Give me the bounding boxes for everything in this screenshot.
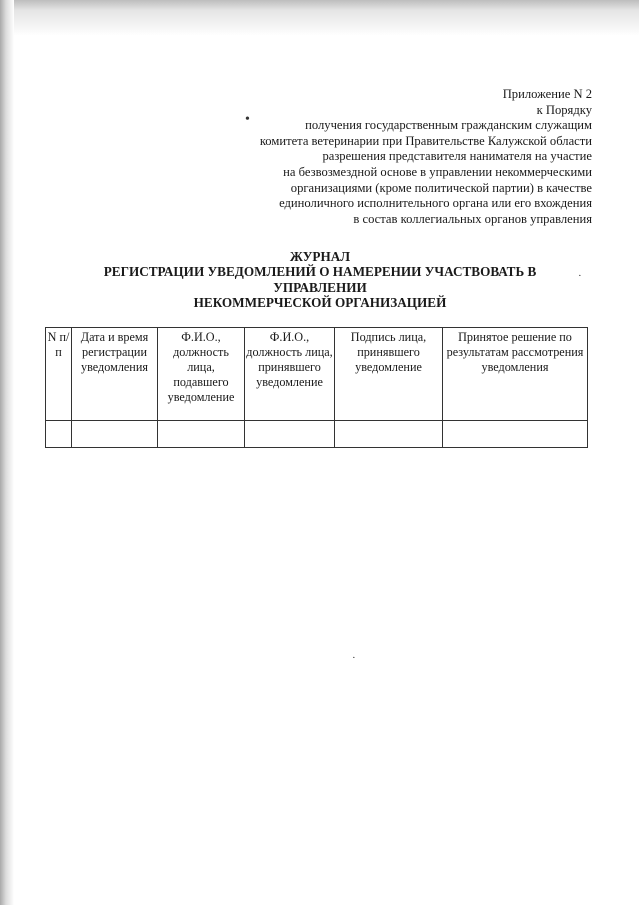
table-cell <box>72 421 158 448</box>
appendix-line: Приложение N 2 <box>502 87 592 101</box>
title-line: НЕКОММЕРЧЕСКОЙ ОРГАНИЗАЦИЕЙ <box>193 295 447 311</box>
table-header-row <box>46 328 588 421</box>
appendix-line: получения государственным гражданским служащим <box>305 118 592 133</box>
scan-speck: · <box>352 652 356 664</box>
column-header-signature: Подпись лица, принявшего уведомление <box>335 328 443 421</box>
column-header-decision: Принятое решение по результатам рассмотрения уведомления <box>443 328 588 421</box>
appendix-line: разрешения представителя нанимателя на участие <box>322 149 592 164</box>
table-cell <box>443 421 588 448</box>
journal-title <box>50 249 590 311</box>
column-header-date: Дата и время регистрации уведомления <box>72 328 158 421</box>
column-header-number: N п/п <box>46 328 72 421</box>
table-cell <box>245 421 335 448</box>
title-line: РЕГИСТРАЦИИ УВЕДОМЛЕНИЙ О НАМЕРЕНИИ УЧАСТВОВАТЬ В <box>103 264 537 280</box>
scan-speck: · <box>578 270 582 282</box>
scan-speck: • <box>245 112 250 127</box>
appendix-header <box>260 87 592 227</box>
table-row <box>46 421 588 448</box>
scan-top-edge <box>0 0 639 40</box>
column-header-submitter: Ф.И.О., должность лица, подавшего уведомление <box>158 328 245 421</box>
appendix-line: организациями (кроме политической партии) в качестве <box>290 180 592 195</box>
appendix-line: на безвозмездной основе в управлении некоммерческими <box>283 164 592 179</box>
title-line: ЖУРНАЛ <box>289 249 351 264</box>
table-cell <box>158 421 245 448</box>
appendix-line: комитета ветеринарии при Правительстве Калужской области <box>259 133 592 148</box>
appendix-line: единоличного исполнительного органа или его вхождения <box>279 196 592 211</box>
appendix-line: к Порядку <box>536 102 592 117</box>
scan-left-edge <box>0 0 14 905</box>
table-cell <box>335 421 443 448</box>
journal-table <box>45 327 588 448</box>
title-line: УПРАВЛЕНИИ <box>273 279 367 295</box>
appendix-line: в состав коллегиальных органов управления <box>353 211 592 226</box>
column-header-receiver: Ф.И.О., должность лица, принявшего уведомление <box>245 328 335 421</box>
table-cell <box>46 421 72 448</box>
